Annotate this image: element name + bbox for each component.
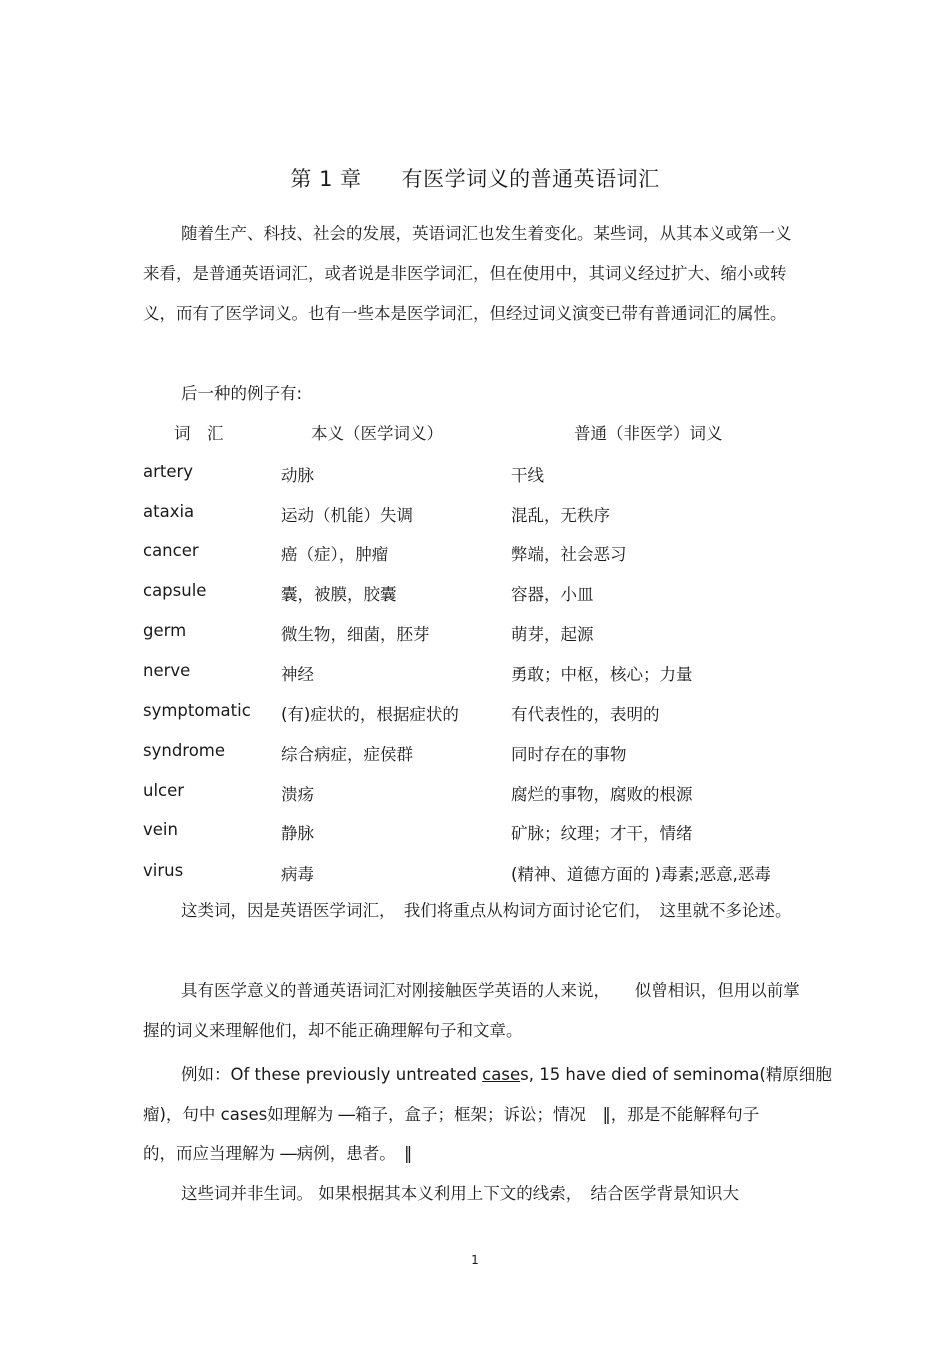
- table-row: [0, 581, 950, 605]
- word-cell: capsule: [143, 581, 207, 600]
- table-header-medical: 本义（医学词义）: [311, 424, 443, 443]
- word-cell: virus: [143, 861, 184, 880]
- general-meaning-cell: 干线: [511, 466, 544, 485]
- table-row: [0, 820, 950, 844]
- paragraph-2: 这类词，因是英语医学词汇， 我们将重点从构词方面讨论它们， 这里就不多论述。: [181, 901, 792, 920]
- medical-meaning-cell: 癌（症），肿瘤: [281, 545, 389, 564]
- word-cell: nerve: [143, 661, 191, 680]
- table-header-word: 词 汇: [174, 424, 224, 443]
- word-cell: germ: [143, 621, 187, 640]
- word-cell: ataxia: [143, 502, 195, 521]
- general-meaning-cell: 容器，小皿: [511, 585, 594, 604]
- table-row: [0, 661, 950, 685]
- medical-meaning-cell: 动脉: [281, 466, 314, 485]
- examples-intro: 后一种的例子有:: [181, 384, 303, 403]
- word-cell: ulcer: [143, 781, 185, 800]
- page-number: 1: [471, 1253, 479, 1267]
- general-meaning-cell: 同时存在的事物: [511, 745, 627, 764]
- word-cell: vein: [143, 820, 178, 839]
- general-meaning-cell: 腐烂的事物，腐败的根源: [511, 785, 693, 804]
- table-row: [0, 462, 950, 486]
- paragraph-3: 具有医学意义的普通英语词汇对刚接触医学英语的人来说， 似曾相识，但用以前掌握的词义来理解他们，却不能正确理解句子和文章。: [143, 981, 800, 1040]
- general-meaning-cell: 混乱，无秩序: [511, 506, 610, 525]
- table-row: [0, 701, 950, 725]
- general-meaning-cell: 弊端，社会恶习: [511, 545, 627, 564]
- medical-meaning-cell: 溃疡: [281, 785, 314, 804]
- word-cell: symptomatic: [143, 701, 251, 720]
- general-meaning-cell: 有代表性的，表明的: [511, 705, 660, 724]
- word-cell: syndrome: [143, 741, 226, 760]
- chapter-number: 第 1 章: [290, 167, 362, 191]
- general-meaning-cell: (精神、道德方面的 )毒素;恶意,恶毒: [511, 865, 771, 884]
- table-row: [0, 541, 950, 565]
- table-row: [0, 781, 950, 805]
- table-row: [0, 621, 950, 645]
- table-row: [0, 861, 950, 885]
- medical-meaning-cell: 囊，被膜，胶囊: [281, 585, 397, 604]
- chapter-title: [0, 163, 950, 193]
- paragraph-4: 这些词并非生词。 如果根据其本义利用上下文的线索， 结合医学背景知识大: [181, 1184, 739, 1203]
- medical-meaning-cell: 微生物，细菌，胚芽: [281, 625, 430, 644]
- intro-paragraph: 随着生产、科技、社会的发展，英语词汇也发生着变化。某些词，从其本义或第一义来看，是普通英语词汇，或者说是非医学词汇，但在使用中，其词义经过扩大、缩小或转义，而有了医学词义。也有一些本是医学词汇，但经过词义演变已带有普通词汇的属性。: [143, 224, 792, 323]
- table-row: [0, 741, 950, 765]
- general-meaning-cell: 勇敢；中枢，核心；力量: [511, 665, 693, 684]
- chapter-name: 有医学词义的普通英语词汇: [401, 167, 660, 191]
- example-suffix: s, 15 have died of seminoma(精原细胞: [520, 1065, 832, 1084]
- table-row: [0, 502, 950, 526]
- underlined-word: case: [482, 1065, 521, 1084]
- medical-meaning-cell: 综合病症，症侯群: [281, 745, 413, 764]
- word-cell: cancer: [143, 541, 199, 560]
- word-cell: artery: [143, 462, 194, 481]
- example-line-1: [181, 1061, 832, 1085]
- general-meaning-cell: 萌芽，起源: [511, 625, 594, 644]
- medical-meaning-cell: 静脉: [281, 824, 314, 843]
- table-header-general: 普通（非医学）词义: [574, 424, 723, 443]
- example-line-3: 的，而应当理解为 ―病例，患者。 ‖: [143, 1144, 413, 1163]
- medical-meaning-cell: 病毒: [281, 865, 314, 884]
- medical-meaning-cell: (有)症状的，根据症状的: [281, 705, 459, 724]
- medical-meaning-cell: 运动（机能）失调: [281, 506, 413, 525]
- general-meaning-cell: 矿脉；纹理；才干，情绪: [511, 824, 693, 843]
- example-line-2: 瘤)，句中 cases如理解为 ―箱子，盒子；框架；诉讼；情况 ‖，那是不能解释句子: [143, 1105, 760, 1124]
- example-prefix: 例如：Of these previously untreated: [181, 1065, 483, 1084]
- medical-meaning-cell: 神经: [281, 665, 314, 684]
